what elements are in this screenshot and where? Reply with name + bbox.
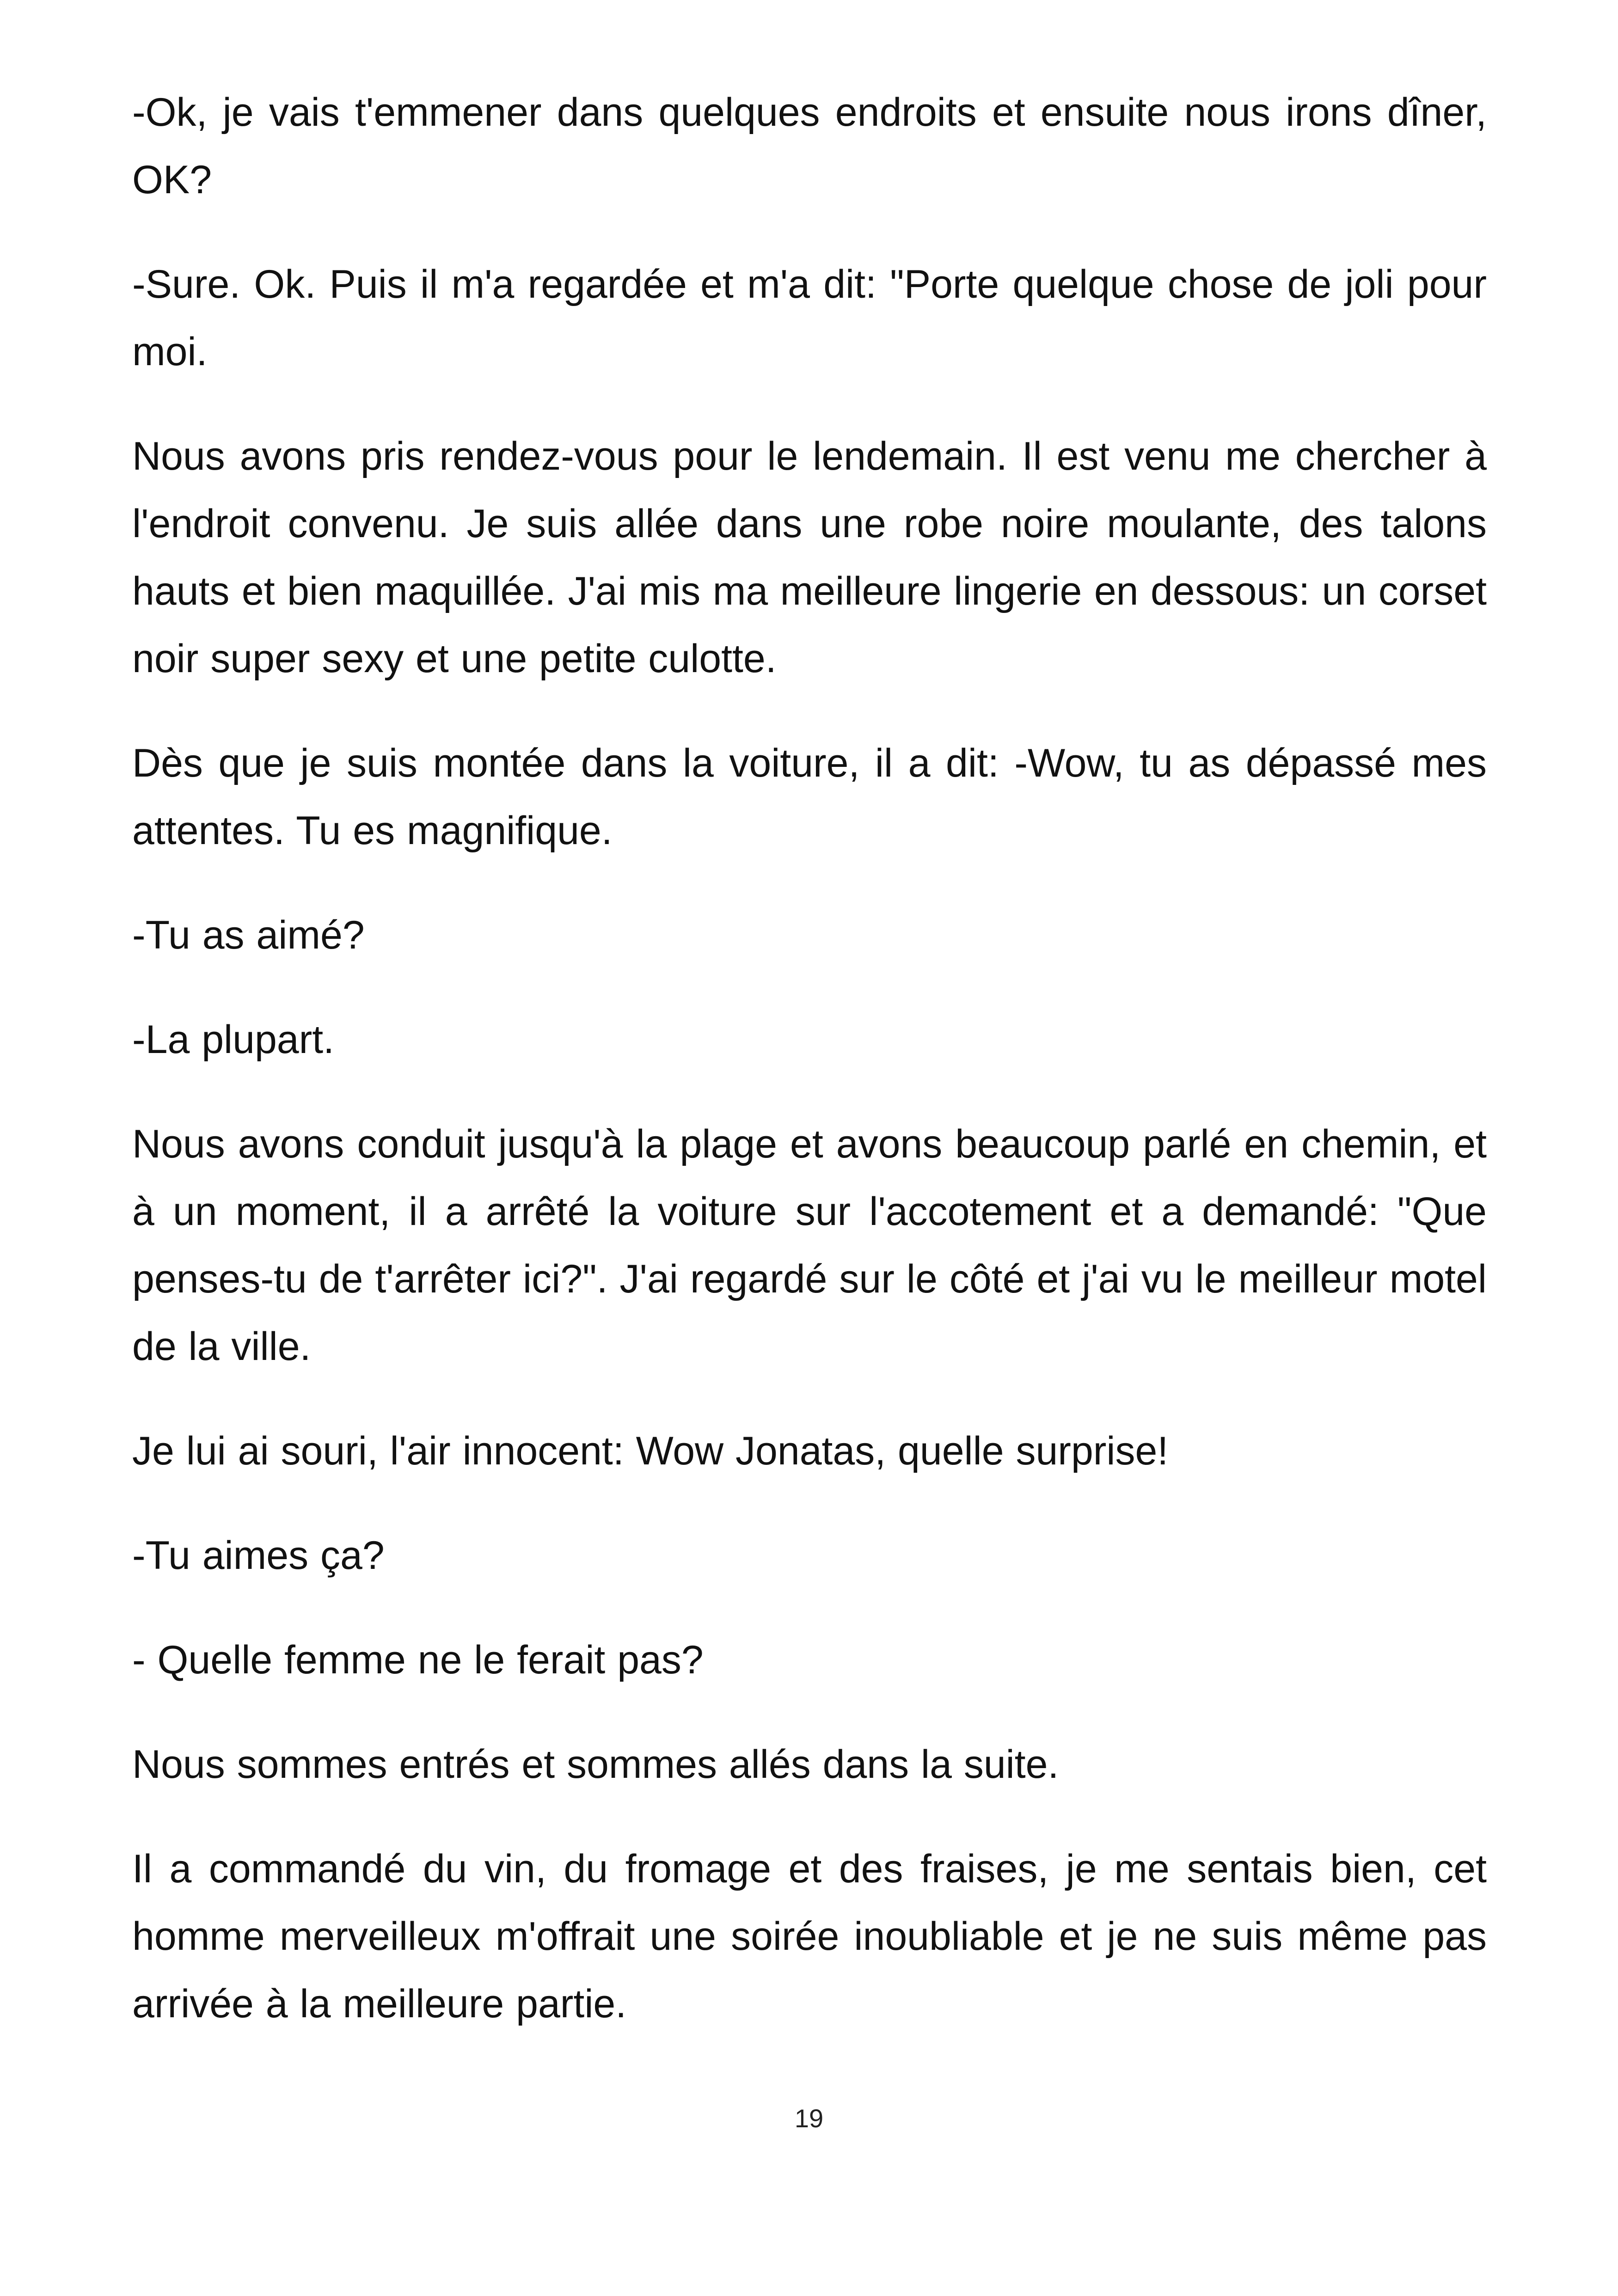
paragraph: -La plupart. [132,1017,335,1062]
paragraph: Je lui ai souri, l'air innocent: Wow Jonatas, quelle surprise! [132,1429,1169,1473]
paragraph: Dès que je suis montée dans la voiture, il a dit: -Wow, tu as dépassé mes attentes. Tu es magnifique. [132,741,1487,853]
paragraph: -Sure. Ok. Puis il m'a regardée et m'a dit: "Porte quelque chose de joli pour moi. [132,262,1487,374]
text-body [132,79,1487,2038]
paragraph: Nous avons conduit jusqu'à la plage et avons beaucoup parlé en chemin, et à un moment, il a arrêté la voiture sur l'accotement et a demandé: "Que penses-tu de t'arrêter ici?". J'ai regardé sur le côté et j'ai vu le meilleur motel de la ville. [132,1122,1487,1369]
paragraph: - Quelle femme ne le ferait pas? [132,1638,704,1682]
paragraph: Il a commandé du vin, du fromage et des fraises, je me sentais bien, cet homme merveilleux m'offrait une soirée inoubliable et je ne suis même pas arrivée à la meilleure partie. [132,1847,1487,2026]
paragraph: -Ok, je vais t'emmener dans quelques endroits et ensuite nous irons dîner, OK? [132,90,1487,202]
paragraph: Nous sommes entrés et sommes allés dans la suite. [132,1742,1059,1787]
page-number: 19 [794,2104,824,2133]
paragraph: -Tu as aimé? [132,913,365,957]
paragraph: Nous avons pris rendez-vous pour le lendemain. Il est venu me chercher à l'endroit convenu. Je suis allée dans une robe noire moulante, des talons hauts et bien maquillée. J'ai mis ma meilleure lingerie en dessous: un corset noir super sexy et une petite culotte. [132,434,1487,681]
paragraph: -Tu aimes ça? [132,1533,385,1578]
